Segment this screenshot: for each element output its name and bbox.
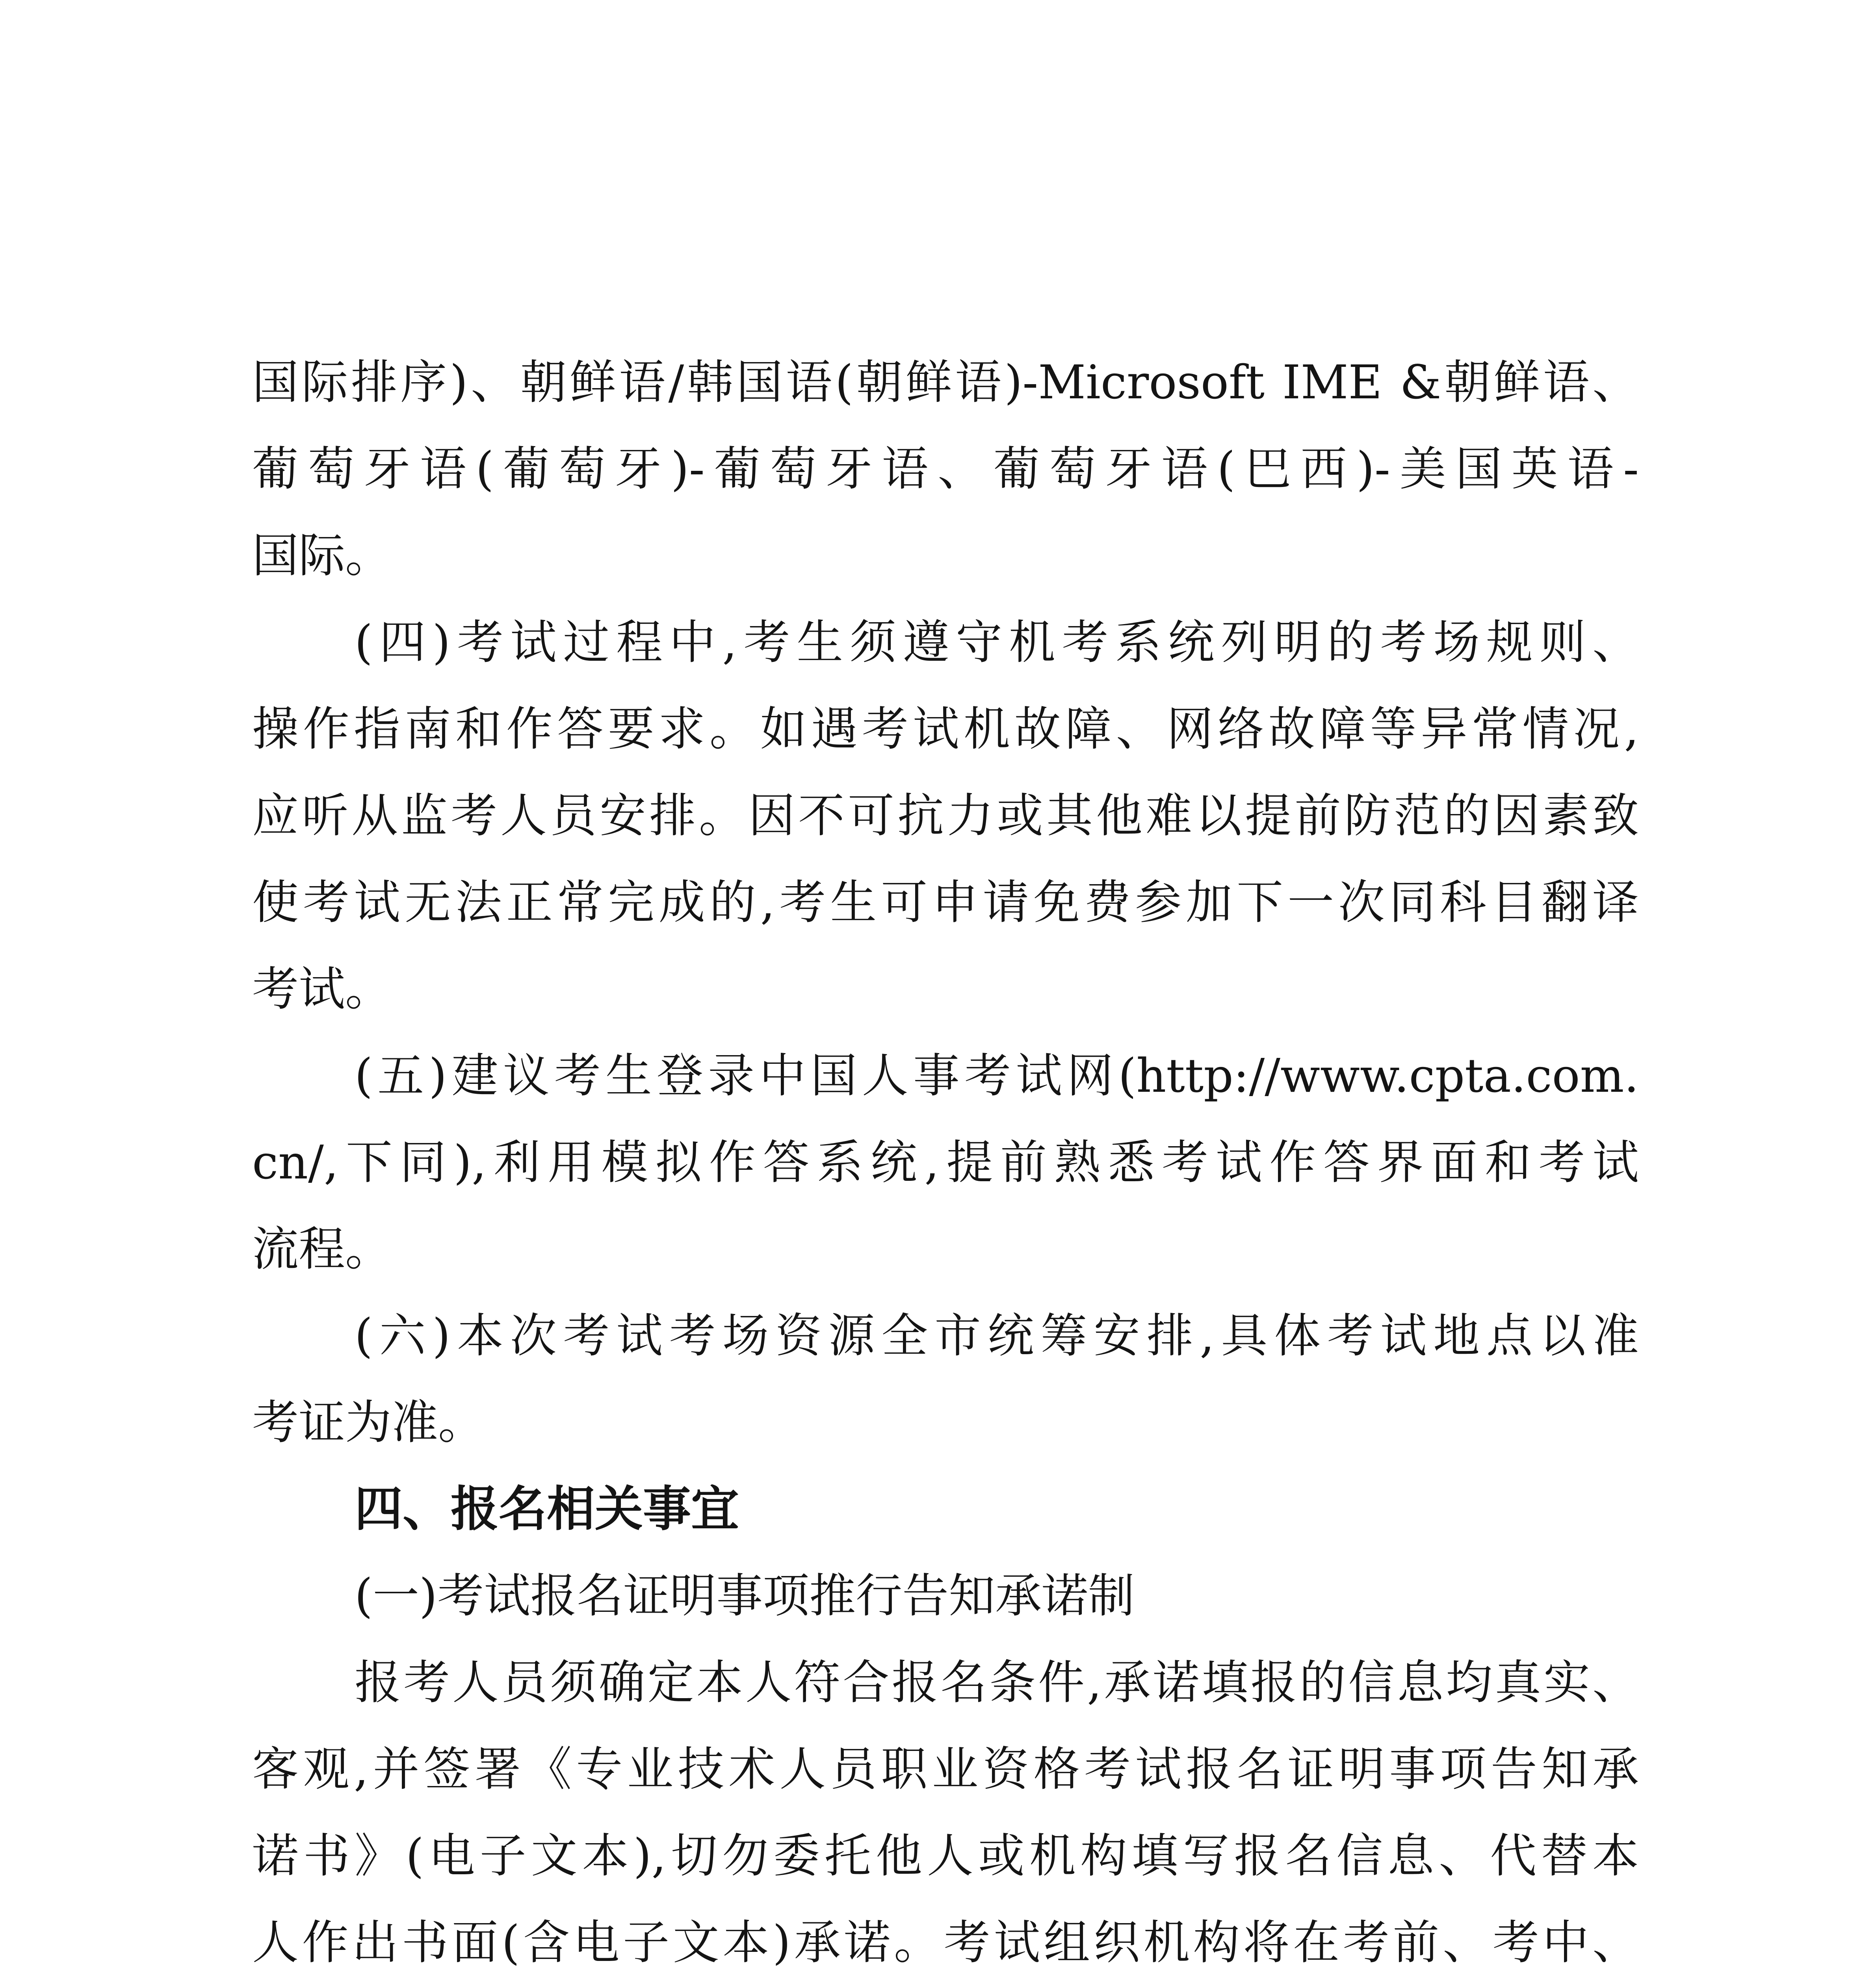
text-line: 操作指南和作答要求。如遇考试机故障、网络故障等异常情况, — [252, 702, 1639, 756]
text-line: 葡萄牙语(葡萄牙)-葡萄牙语、葡萄牙语(巴西)-美国英语- — [252, 442, 1639, 496]
text-line: (四)考试过程中,考生须遵守机考系统列明的考场规则、 — [355, 615, 1639, 669]
section-heading: 四、报名相关事宜 — [355, 1481, 739, 1537]
text-line: (六)本次考试考场资源全市统筹安排,具体考试地点以准 — [355, 1308, 1639, 1363]
text-line: 流程。 — [252, 1222, 392, 1276]
subsection-heading: (一)考试报名证明事项推行告知承诺制 — [355, 1569, 1135, 1623]
text-line: 应听从监考人员安排。因不可抗力或其他难以提前防范的因素致 — [252, 788, 1639, 843]
text-line: 考证为准。 — [252, 1395, 485, 1450]
text-line: 客观,并签署《专业技术人员职业资格考试报名证明事项告知承 — [252, 1742, 1639, 1796]
text-line: 考试。 — [252, 962, 392, 1016]
text-line: 使考试无法正常完成的,考生可申请免费参加下一次同科目翻译 — [252, 875, 1639, 929]
text-line: 诺书》(电子文本),切勿委托他人或机构填写报名信息、代替本 — [252, 1829, 1639, 1883]
text-line: 国际。 — [252, 528, 392, 583]
text-line: 国际排序)、朝鲜语/韩国语(朝鲜语)-Microsoft IME &朝鲜语、 — [252, 355, 1639, 409]
text-line: 报考人员须确定本人符合报名条件,承诺填报的信息均真实、 — [355, 1655, 1639, 1710]
text-line: 人作出书面(含电子文本)承诺。考试组织机构将在考前、考中、 — [252, 1915, 1639, 1970]
text-line: cn/,下同),利用模拟作答系统,提前熟悉考试作答界面和考试 — [252, 1135, 1639, 1189]
text-line: (五)建议考生登录中国人事考试网(http://www.cpta.com. — [355, 1048, 1639, 1103]
